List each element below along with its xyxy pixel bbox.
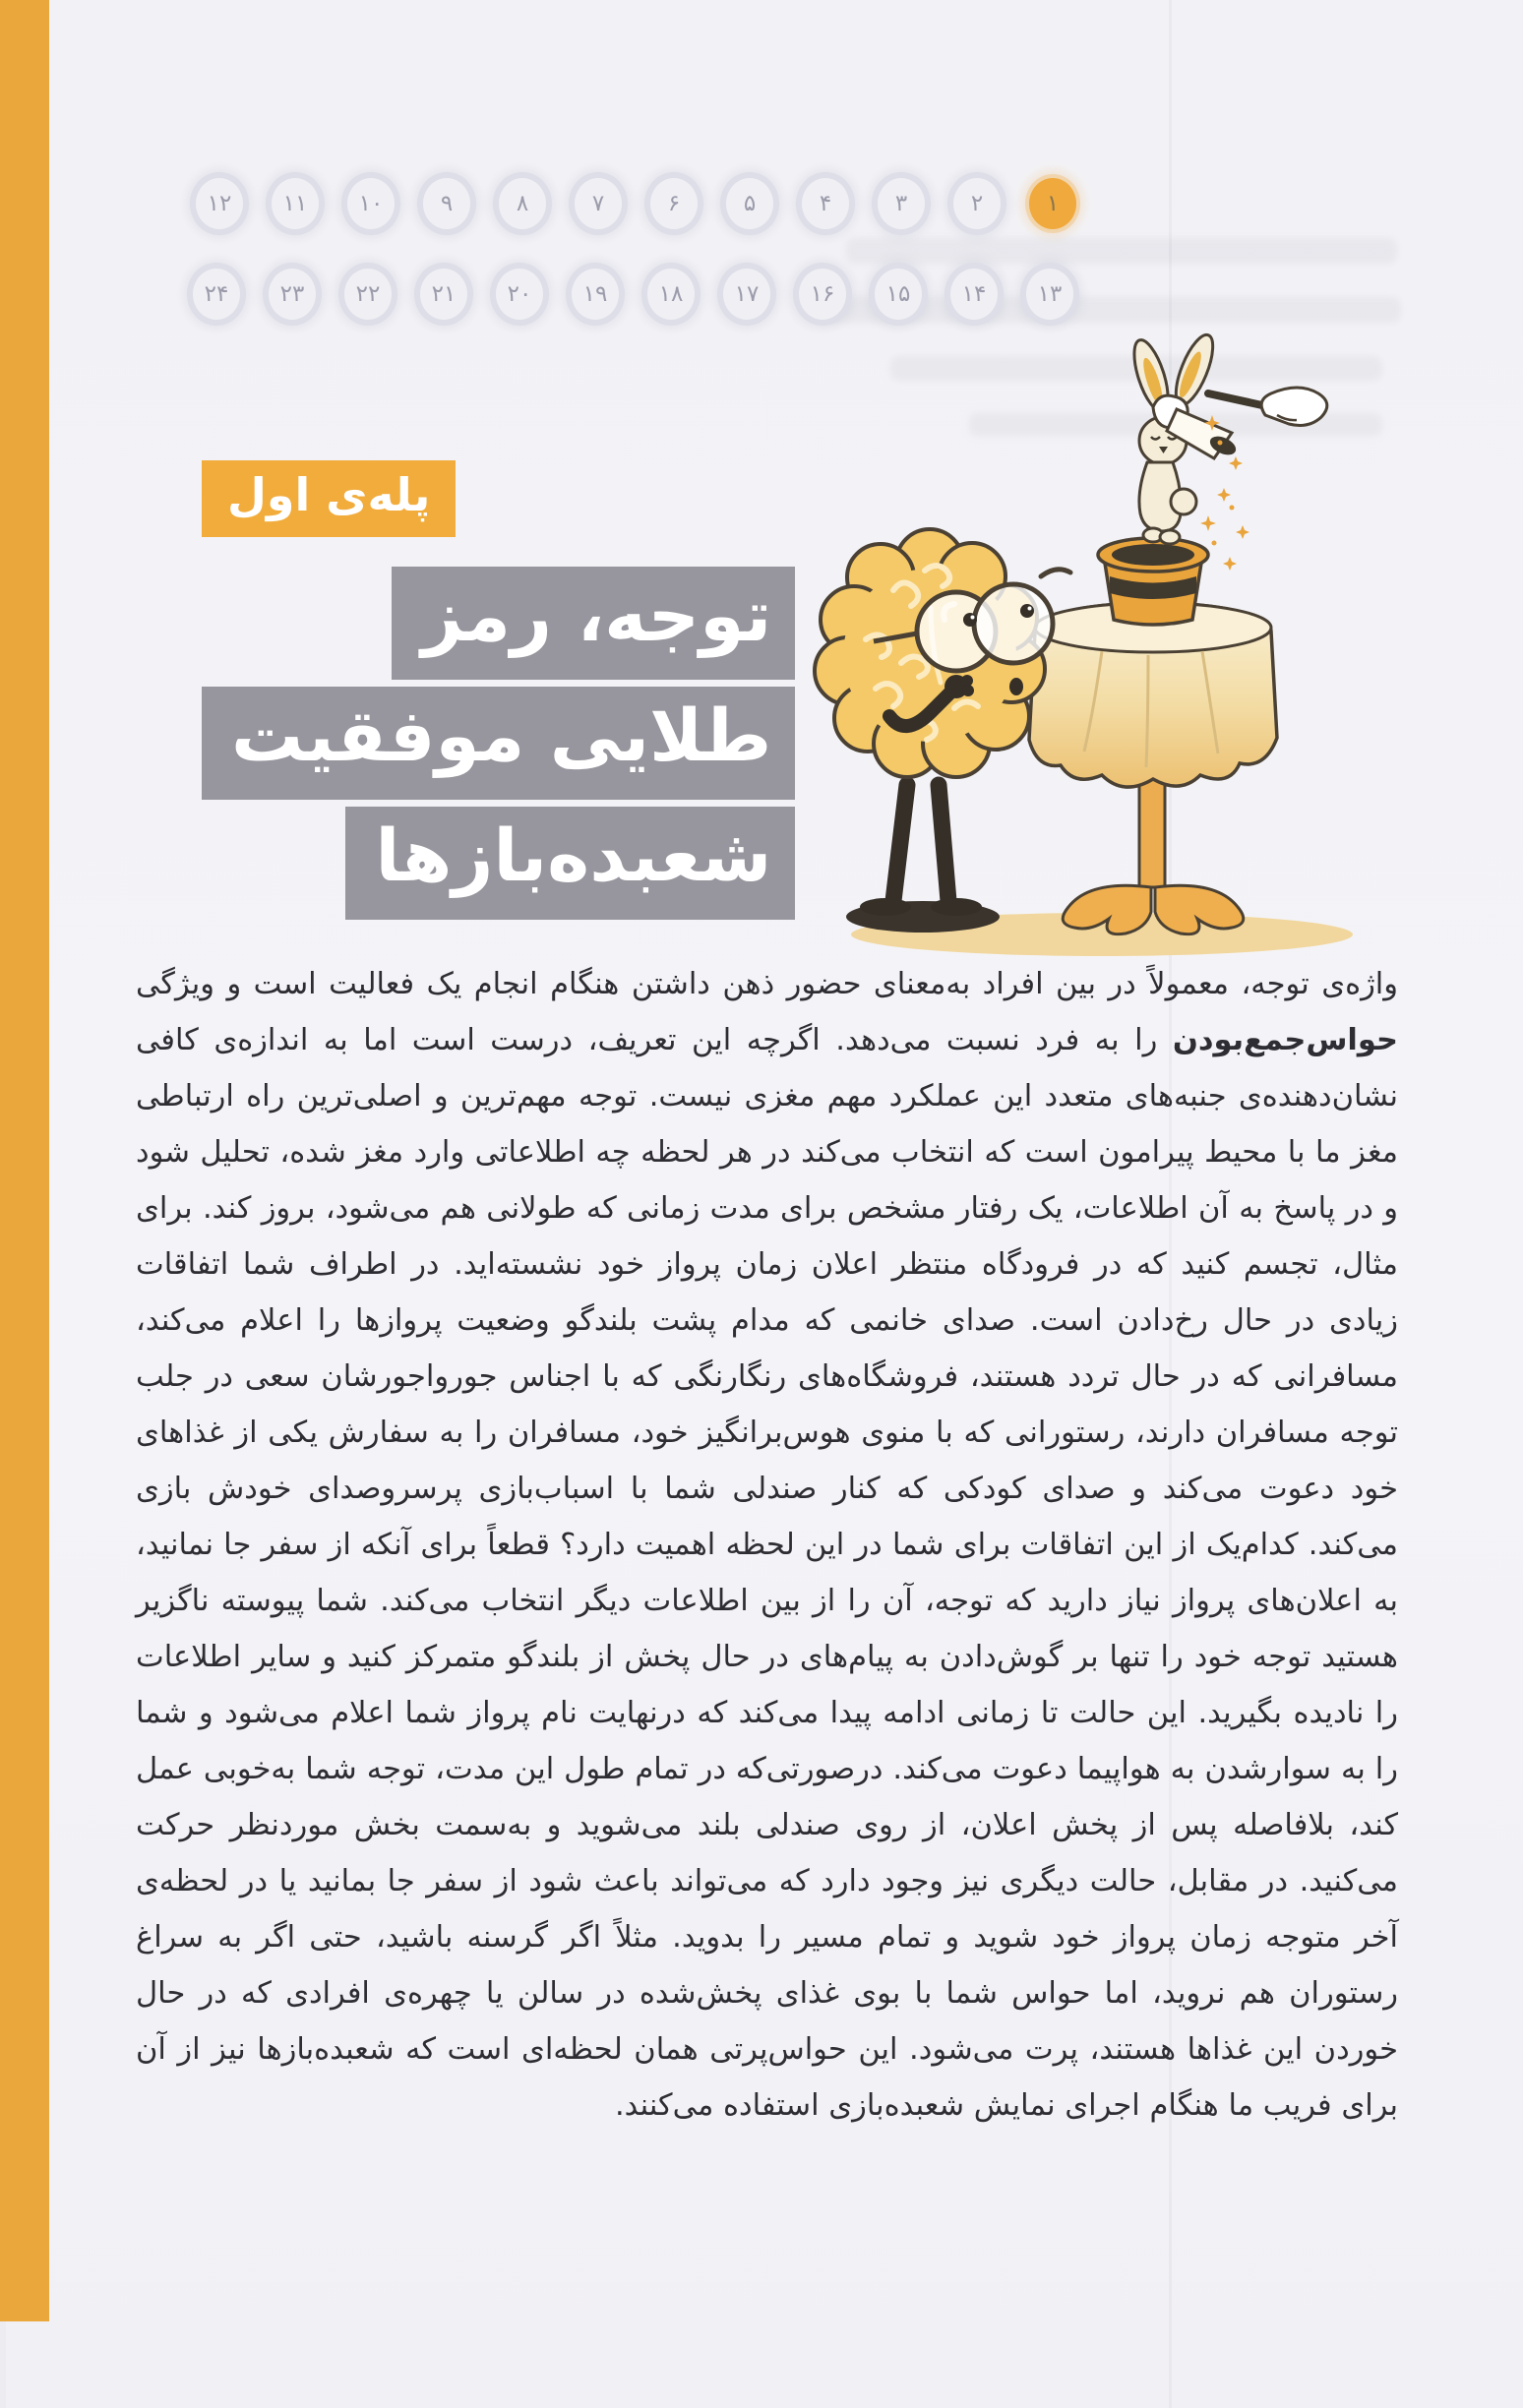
step-circle: ۱۲ [196,178,243,229]
magician-table [1029,603,1277,934]
step-circle: ۱۹ [572,269,619,320]
step-circle: ۲ [953,178,1001,229]
step-circle: ۶ [650,178,698,229]
step-circle: ۹ [423,178,470,229]
step-circle: ۱۱ [272,178,319,229]
step-circle: ۳ [878,178,925,229]
step-circle: ۴ [802,178,849,229]
step-circle: ۷ [575,178,622,229]
step-circle: ۱۰ [347,178,395,229]
top-hat [1098,538,1208,625]
step-circle: ۲۳ [269,269,316,320]
step-circle: ۲۱ [420,269,467,320]
chapter-title [202,567,795,927]
chapter-stepper-row-2 [193,269,1073,320]
left-accent-stripe [0,0,49,2321]
step-circle: ۵ [726,178,773,229]
body-text-start: واژه‌ی توجه، معمولاً در بین افراد به‌معنای حضور ذهن داشتن هنگام انجام یک فعالیت است و ویژگی [136,967,1398,1001]
body-paragraph [136,956,1398,2134]
step-circle: ۱۷ [723,269,770,320]
chapter-title-line-2: طلایی موفقیت [202,687,795,800]
brain-magician-illustration [807,325,1436,974]
chapter-title-line-1: توجه، رمز [392,567,795,680]
step-circle: ۱۵ [875,269,922,320]
step-circle: ۱۴ [950,269,998,320]
body-text-rest: را به فرد نسبت می‌دهد. اگرچه این تعریف، درست است اما به اندازه‌ی کافی نشان‌دهنده‌ی جنبه‌های متعدد این عملکرد مهم مغزی نیست. توجه مهم‌ترین و اصلی‌ترین راه ارتباطی مغز ما با محیط پیرامون است که انتخاب می‌کند در هر لحظه چه اطلاعاتی وارد مغز شده، تحلیل شود و در پاسخ به آن اطلاعات، یک رفتار مشخص برای مدت زمانی که طولانی هم می‌شود، بروز کند. برای مثال، تجسم کنید که در فرودگاه منتظر اعلان زمان پرواز خود نشسته‌اید. در اطراف شما اتفاقات زیادی در حال رخ‌دادن است. صدای خانمی که مدام پشت بلندگو وضعیت پروازها را اعلام می‌کند، مسافرانی که در حال تردد هستند، فروشگاه‌های رنگارنگی که با اجناس جورواجورشان سعی در جلب توجه مسافران دارند، رستورانی که با منوی هوس‌برانگیز خود، مسافران را به سفارش یکی از غذاهای خود دعوت می‌کند و صدای کودکی که کنار صندلی شما با اسباب‌بازی پرسروصدای خودش بازی می‌کند. کدام‌یک از این اتفاقات برای شما در این لحظه اهمیت دارد؟ قطعاً برای آنکه از سفر جا نمانید، به اعلان‌های پرواز نیاز دارید که توجه، آن را از بین اطلاعات دیگر انتخاب می‌کند. شما پیوسته ناگزیر هستید توجه خود را تنها بر گوش‌دادن به پیام‌های در حال پخش از بلندگو متمرکز کنید و سایر اطلاعات را نادیده بگیرید. این حالت تا زمانی ادامه پیدا می‌کند که درنهایت نام پرواز شما اعلام می‌شود و شما را به سوارشدن به هواپیما دعوت می‌کند. درصورتی‌که در تمام طول این مدت، توجه شما به‌خوبی عمل کند، بلافاصله پس از پخش اعلان، از روی صندلی بلند می‌شوید و به‌سمت بخش موردنظر حرکت می‌کنید. در مقابل، حالت دیگری نیز وجود دارد که می‌تواند باعث شود از سفر جا بمانید یا در لحظه‌ی آخر متوجه زمان پرواز خود شوید و تمام مسیر را بدوید. مثلاً اگر گرسنه باشید، حتی اگر به سراغ رستوران هم نروید، اما حواس شما با بوی غذای پخش‌شده در سالن یا چهره‌ی افرادی که در حال خوردن این غذاها هستند، پرت می‌شود. این حواس‌پرتی همان لحظه‌ای است که شعبده‌بازها نیز از آن برای فریب ما هنگام اجرای نمایش شعبده‌بازی استفاده می‌کنند. [136,1023,1398,2123]
step-circle: ۱۳ [1026,269,1073,320]
step-badge: پله‌ی اول [202,460,456,537]
eyebrow [1041,570,1070,576]
chapter-stepper-row-1 [196,178,1076,229]
bleedthrough-text-line [846,238,1397,264]
step-circle: ۲۰ [496,269,543,320]
rabbit [1127,331,1239,544]
mouth [1009,678,1023,695]
magician-hand-wand-icon [1208,388,1327,425]
chapter-title-line-3: شعبده‌بازها [345,807,795,920]
step-circle: ۱۶ [799,269,846,320]
step-circle: ۲۲ [344,269,392,320]
body-text-bold: حواس‌جمع‌بودن [1172,1023,1398,1057]
step-circle: ۱۸ [647,269,695,320]
step-circle: ۲۴ [193,269,240,320]
step-circle-active: ۱ [1029,178,1076,229]
step-circle: ۸ [499,178,546,229]
